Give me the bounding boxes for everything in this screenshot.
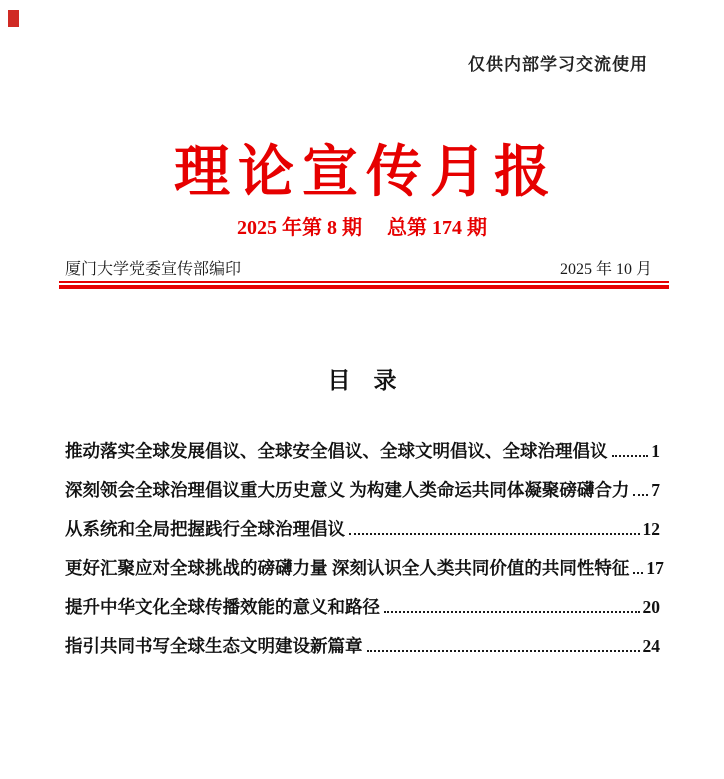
table-of-contents	[65, 432, 664, 666]
toc-item	[65, 549, 664, 588]
toc-item	[65, 471, 660, 510]
internal-use-notice: 仅供内部学习交流使用	[468, 55, 648, 74]
toc-page-number: 7	[651, 480, 660, 500]
toc-item-title: 指引共同书写全球生态文明建设新篇章	[65, 636, 363, 656]
toc-item-title: 更好汇聚应对全球挑战的磅礴力量 深刻认识全人类共同价值的共同性特征	[65, 558, 630, 578]
toc-leader-dots	[349, 533, 640, 535]
toc-leader-dots	[367, 650, 640, 652]
issue-line: 2025 年第 8 期 总第 174 期	[237, 217, 487, 239]
toc-item-title: 推动落实全球发展倡议、全球安全倡议、全球文明倡议、全球治理倡议	[65, 441, 608, 461]
toc-leader-dots	[633, 572, 643, 574]
toc-item	[65, 432, 660, 471]
toc-item	[65, 510, 660, 549]
toc-page-number: 1	[651, 441, 660, 461]
toc-item-title: 从系统和全局把握践行全球治理倡议	[65, 519, 345, 539]
masthead-meta-row	[65, 256, 652, 279]
double-red-rule	[59, 281, 669, 289]
toc-leader-dots	[384, 611, 640, 613]
journal-title: 理论宣传月报	[174, 142, 558, 204]
toc-heading: 目 录	[327, 367, 397, 393]
toc-page-number: 12	[642, 519, 660, 539]
toc-page-number: 17	[646, 558, 664, 578]
toc-page-number: 24	[642, 636, 660, 656]
toc-item-title: 提升中华文化全球传播效能的意义和路径	[65, 597, 380, 617]
toc-item	[65, 588, 660, 627]
toc-item-title: 深刻领会全球治理倡议重大历史意义 为构建人类命运共同体凝聚磅礴合力	[65, 480, 630, 500]
red-corner-mark	[8, 10, 19, 27]
publisher-name: 厦门大学党委宣传部编印	[65, 261, 242, 278]
publish-date: 2025 年 10 月	[559, 261, 652, 278]
toc-leader-dots	[612, 455, 649, 457]
toc-item	[65, 627, 660, 666]
toc-leader-dots	[633, 494, 648, 496]
toc-page-number: 20	[642, 597, 660, 617]
